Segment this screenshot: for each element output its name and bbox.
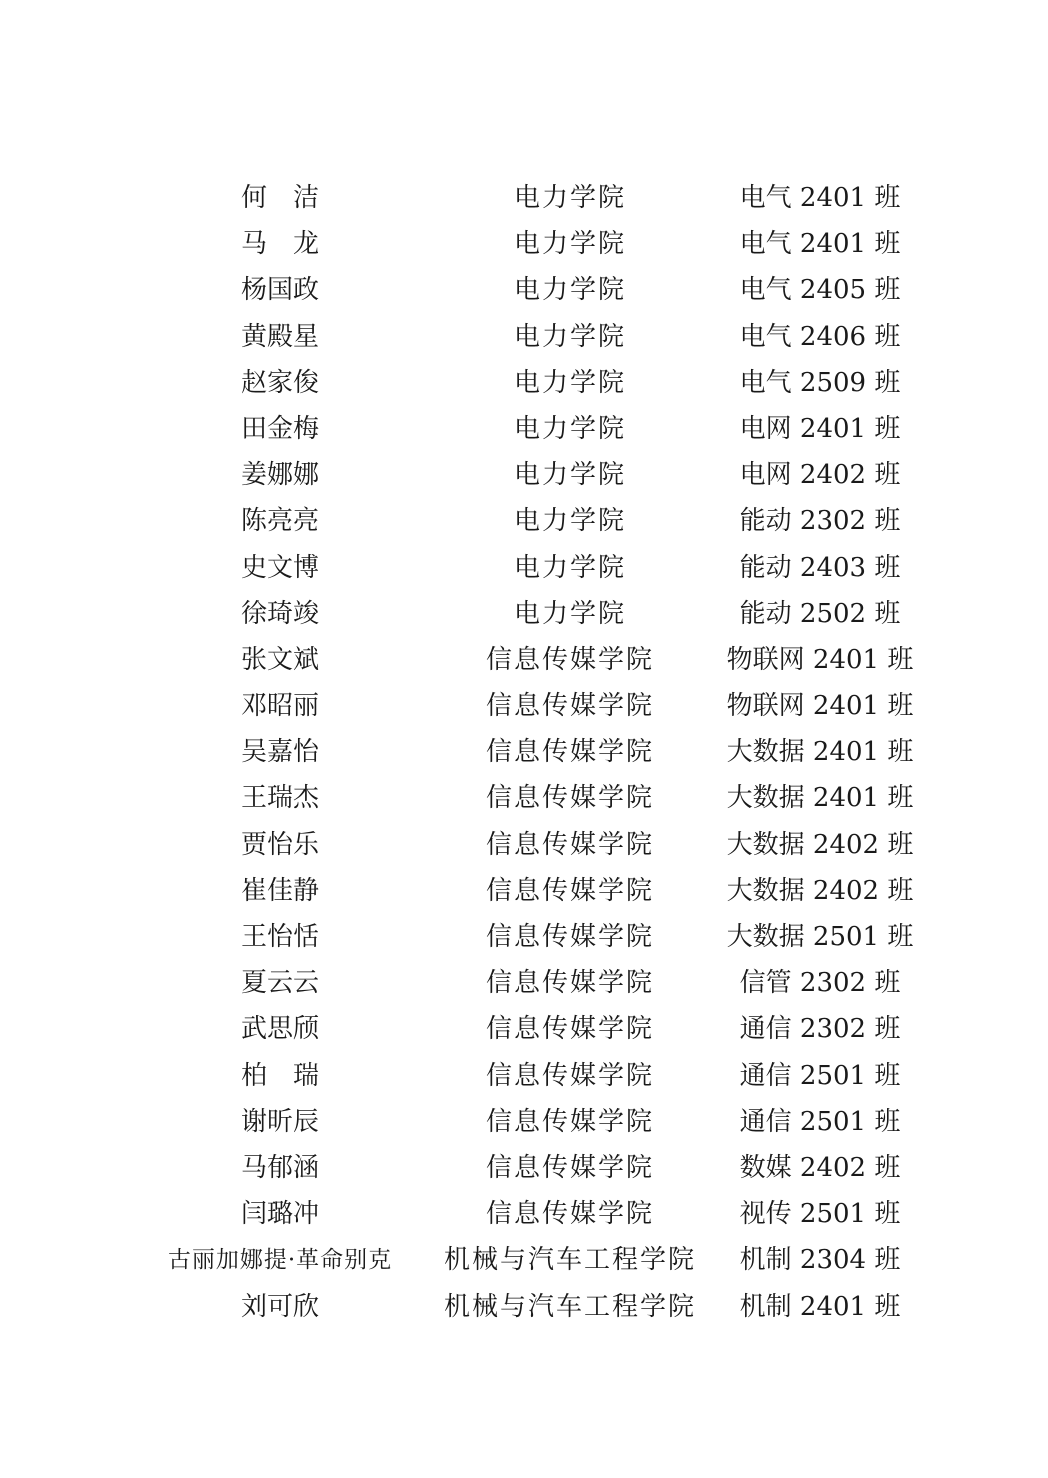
class-name: 大数据 2402 班 [726, 829, 914, 860]
roster-row [0, 868, 1048, 914]
college-name: 信息传媒学院 [485, 1014, 654, 1045]
student-name: 贾怡乐 [240, 829, 319, 860]
student-name: 武思颀 [240, 1014, 319, 1045]
college-name: 电力学院 [513, 506, 626, 537]
class-name: 大数据 2401 班 [726, 783, 914, 814]
roster-row [0, 498, 1048, 544]
student-name: 王怡恬 [240, 922, 319, 952]
class-name: 能动 2502 班 [739, 598, 901, 629]
college-name: 信息传媒学院 [485, 691, 654, 722]
class-name: 电网 2401 班 [739, 413, 901, 444]
class-name: 能动 2403 班 [739, 552, 901, 583]
student-name: 陈亮亮 [240, 506, 319, 537]
college-name: 信息传媒学院 [485, 737, 654, 768]
class-name: 数媒 2402 班 [739, 1152, 901, 1183]
college-name: 信息传媒学院 [485, 1106, 654, 1137]
college-name: 电力学院 [513, 552, 626, 583]
class-name: 机制 2401 班 [739, 1291, 901, 1322]
college-name: 电力学院 [513, 183, 626, 213]
college-name: 信息传媒学院 [485, 644, 654, 675]
roster-row [0, 1237, 1048, 1283]
student-name: 谢昕辰 [240, 1106, 319, 1137]
college-name: 信息传媒学院 [485, 875, 654, 906]
student-name: 夏云云 [240, 968, 319, 999]
college-name: 信息传媒学院 [485, 783, 654, 814]
class-name: 电气 2406 班 [739, 321, 901, 352]
roster-row [0, 1284, 1048, 1330]
college-name: 信息传媒学院 [485, 968, 654, 999]
student-roster [0, 175, 1048, 1330]
roster-row [0, 683, 1048, 729]
student-name: 赵家俊 [240, 367, 319, 398]
student-name: 何 洁 [240, 183, 319, 213]
roster-row [0, 822, 1048, 868]
student-name: 徐琦竣 [240, 598, 319, 629]
roster-row [0, 175, 1048, 221]
college-name: 电力学院 [513, 598, 626, 629]
college-name: 机械与汽车工程学院 [443, 1245, 696, 1276]
class-name: 机制 2304 班 [739, 1245, 901, 1276]
roster-row [0, 775, 1048, 821]
class-name: 电气 2509 班 [739, 367, 901, 398]
roster-row [0, 1191, 1048, 1237]
roster-row [0, 637, 1048, 683]
class-name: 通信 2501 班 [739, 1060, 901, 1091]
roster-row [0, 729, 1048, 775]
college-name: 电力学院 [513, 460, 626, 491]
roster-row [0, 1099, 1048, 1145]
student-name: 杨国政 [240, 275, 319, 306]
class-name: 电气 2401 班 [739, 229, 901, 260]
college-name: 电力学院 [513, 413, 626, 444]
class-name: 电气 2401 班 [739, 183, 901, 213]
college-name: 信息传媒学院 [485, 922, 654, 952]
roster-row [0, 1053, 1048, 1099]
class-name: 物联网 2401 班 [726, 644, 914, 675]
student-name: 黄殿星 [240, 321, 319, 352]
class-name: 大数据 2402 班 [726, 875, 914, 906]
roster-row [0, 267, 1048, 313]
college-name: 机械与汽车工程学院 [443, 1291, 696, 1322]
student-name: 邓昭丽 [240, 691, 319, 722]
college-name: 电力学院 [513, 367, 626, 398]
roster-row [0, 1145, 1048, 1191]
student-name: 马郁涵 [240, 1152, 319, 1183]
student-name: 马 龙 [240, 229, 319, 260]
class-name: 能动 2302 班 [739, 506, 901, 537]
roster-row [0, 360, 1048, 406]
student-name: 史文博 [240, 552, 319, 583]
roster-row [0, 452, 1048, 498]
class-name: 电气 2405 班 [739, 275, 901, 306]
student-name: 刘可欣 [240, 1291, 319, 1322]
college-name: 电力学院 [513, 275, 626, 306]
college-name: 信息传媒学院 [485, 829, 654, 860]
class-name: 信管 2302 班 [739, 968, 901, 999]
college-name: 信息传媒学院 [485, 1152, 654, 1183]
roster-row [0, 545, 1048, 591]
college-name: 电力学院 [513, 229, 626, 260]
student-name: 崔佳静 [240, 875, 319, 906]
class-name: 通信 2302 班 [739, 1014, 901, 1045]
student-name: 田金梅 [240, 413, 319, 444]
student-name: 王瑞杰 [240, 783, 319, 814]
class-name: 大数据 2401 班 [726, 737, 914, 768]
student-name: 闫璐冲 [240, 1199, 319, 1230]
class-name: 电网 2402 班 [739, 460, 901, 491]
student-name: 张文斌 [240, 644, 319, 675]
roster-row [0, 314, 1048, 360]
student-name: 姜娜娜 [240, 460, 319, 491]
roster-row [0, 591, 1048, 637]
college-name: 信息传媒学院 [485, 1199, 654, 1230]
class-name: 物联网 2401 班 [726, 691, 914, 722]
college-name: 信息传媒学院 [485, 1060, 654, 1091]
class-name: 通信 2501 班 [739, 1106, 901, 1137]
student-name: 柏 瑞 [240, 1060, 319, 1091]
roster-row [0, 406, 1048, 452]
roster-row [0, 1006, 1048, 1052]
student-name: 吴嘉怡 [240, 737, 319, 768]
roster-row [0, 960, 1048, 1006]
student-name: 古丽加娜提·革命别克 [167, 1247, 393, 1274]
college-name: 电力学院 [513, 321, 626, 352]
class-name: 视传 2501 班 [739, 1199, 901, 1230]
roster-row [0, 914, 1048, 960]
roster-row [0, 221, 1048, 267]
class-name: 大数据 2501 班 [726, 922, 914, 952]
